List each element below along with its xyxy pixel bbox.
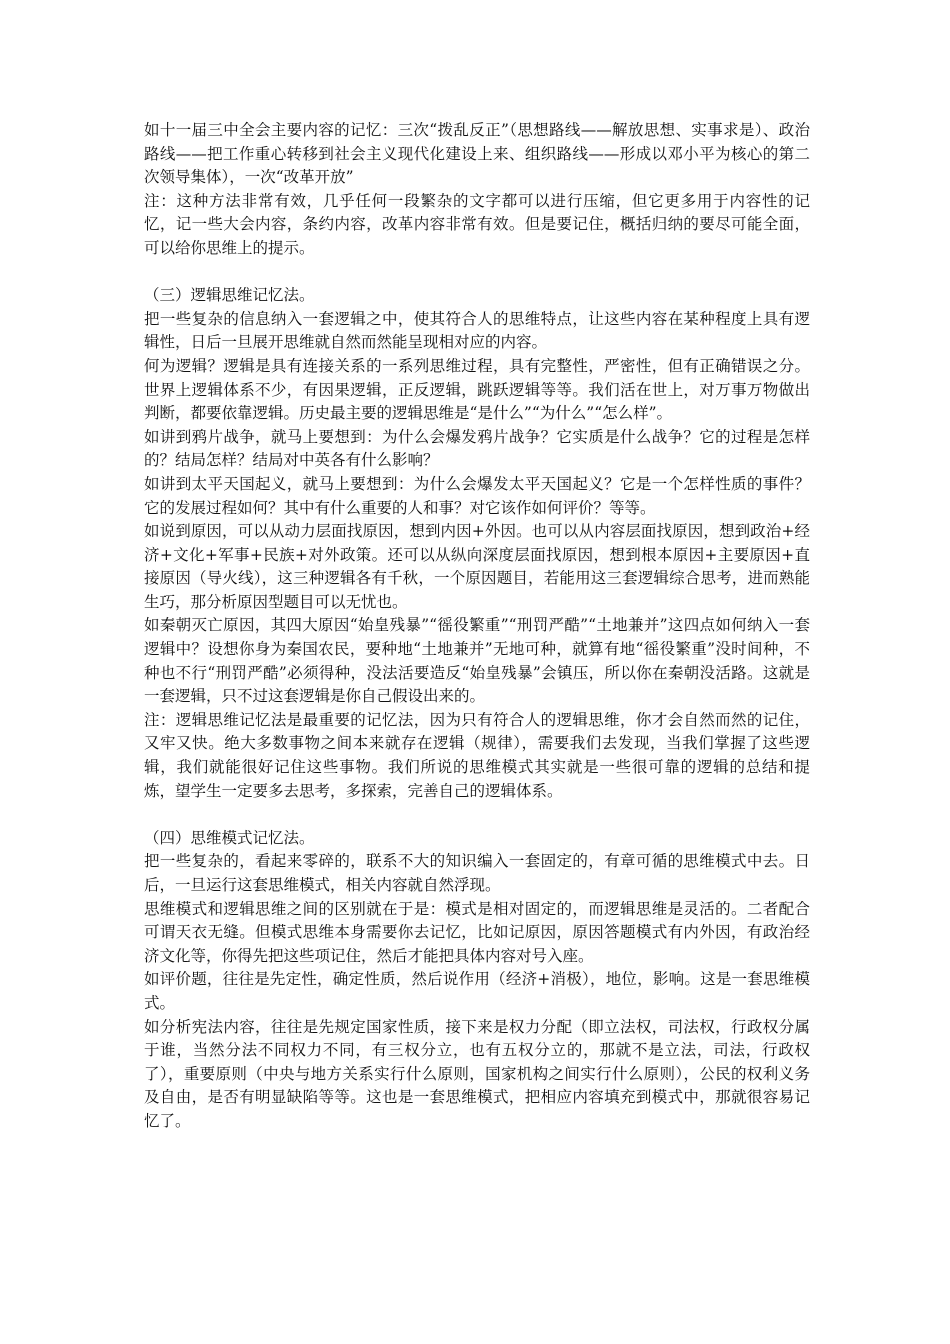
- paragraph: 注：这种方法非常有效，几乎任何一段繁杂的文字都可以进行压缩，但它更多用于内容性的记忆，记一些大会内容，条约内容，改革内容非常有效。但是要记住，概括归纳的要尽可能全面，可以给你思维上的提示。: [144, 191, 810, 257]
- section-heading: （三）逻辑思维记忆法。: [144, 286, 315, 305]
- section-heading: （四）思维模式记忆法。: [144, 828, 315, 847]
- paragraph: 如说到原因，可以从动力层面找原因，想到内因+外因。也可以从内容层面找原因，想到政治+经济+文化+军事+民族+对外政策。还可以从纵向深度层面找原因，想到根本原因+主要原因+直接原因（导火线），这三种逻辑各有千秋，一个原因题目，若能用这三套逻辑综合思考，进而熟能生巧，那分析原因型题目可以无忧也。: [144, 522, 810, 611]
- paragraph: 如分析宪法内容，往往是先规定国家性质，接下来是权力分配（即立法权，司法权，行政权分属于谁，当然分法不同权力不同，有三权分立，也有五权分立的，那就不是立法，司法，行政权了），重要原则（中央与地方关系实行什么原则，国家机构之间实行什么原则），公民的权利义务及自由，是否有明显缺陷等等。这也是一套思维模式，把相应内容填充到模式中，那就很容易记忆了。: [144, 1017, 810, 1130]
- document-body: [144, 119, 810, 1134]
- paragraph: 把一些复杂的信息纳入一套逻辑之中，使其符合人的思维特点，让这些内容在某种程度上具有逻辑性，日后一旦展开思维就自然而然能呈现相对应的内容。: [144, 309, 810, 352]
- paragraph: 如讲到太平天国起义，就马上要想到：为什么会爆发太平天国起义？它是一个怎样性质的事件？它的发展过程如何？其中有什么重要的人和事？对它该作如何评价？等等。: [144, 474, 810, 517]
- paragraph: 注：逻辑思维记忆法是最重要的记忆法，因为只有符合人的逻辑思维，你才会自然而然的记住，又牢又快。绝大多数事物之间本来就存在逻辑（规律），需要我们去发现，当我们掌握了这些逻辑，我们就能很好记住这些事物。我们所说的思维模式其实就是一些很可靠的逻辑的总结和提炼，望学生一定要多去思考，多探索，完善自己的逻辑体系。: [144, 710, 810, 800]
- paragraph: 何为逻辑？逻辑是具有连接关系的一系列思维过程，具有完整性，严密性，但有正确错误之分。世界上逻辑体系不少，有因果逻辑，正反逻辑，跳跃逻辑等等。我们活在世上，对万事万物做出判断，都要依靠逻辑。历史最主要的逻辑思维是“是什么”“为什么”“怎么样”。: [144, 356, 810, 423]
- paragraph-gap: [144, 261, 810, 285]
- paragraph: 如秦朝灭亡原因，其四大原因“始皇残暴”“徭役繁重”“刑罚严酷”“土地兼并”这四点如何纳入一套逻辑中？设想你身为秦国农民，要种地“土地兼并”无地可种，就算有地“徭役繁重”没时间种，不种也不行“刑罚严酷”必须得种，没法活要造反“始皇残暴”会镇压，所以你在秦朝没活路。这就是一套逻辑，只不过这套逻辑是你自己假设出来的。: [144, 616, 810, 706]
- paragraph: 如讲到鸦片战争，就马上要想到：为什么会爆发鸦片战争？它实质是什么战争？它的过程是怎样的？结局怎样？结局对中英各有什么影响？: [144, 427, 810, 470]
- paragraph: 如评价题，往往是先定性，确定性质，然后说作用（经济+消极），地位，影响。这是一套思维模式。: [144, 970, 810, 1012]
- paragraph-gap: [144, 803, 810, 827]
- paragraph: 如十一届三中全会主要内容的记忆：三次“拨乱反正”（思想路线——解放思想、实事求是）、政治路线——把工作重心转移到社会主义现代化建设上来、组织路线——形成以邓小平为核心的第二次领导集体），一次“改革开放”: [144, 121, 810, 187]
- paragraph: 思维模式和逻辑思维之间的区别就在于是：模式是相对固定的，而逻辑思维是灵活的。二者配合可谓天衣无缝。但模式思维本身需要你去记忆，比如记原因，原因答题模式有内外因，有政治经济文化等，你得先把这些项记住，然后才能把具体内容对号入座。: [144, 899, 810, 965]
- paragraph: 把一些复杂的，看起来零碎的，联系不大的知识编入一套固定的，有章可循的思维模式中去。日后，一旦运行这套思维模式，相关内容就自然浮现。: [144, 852, 810, 894]
